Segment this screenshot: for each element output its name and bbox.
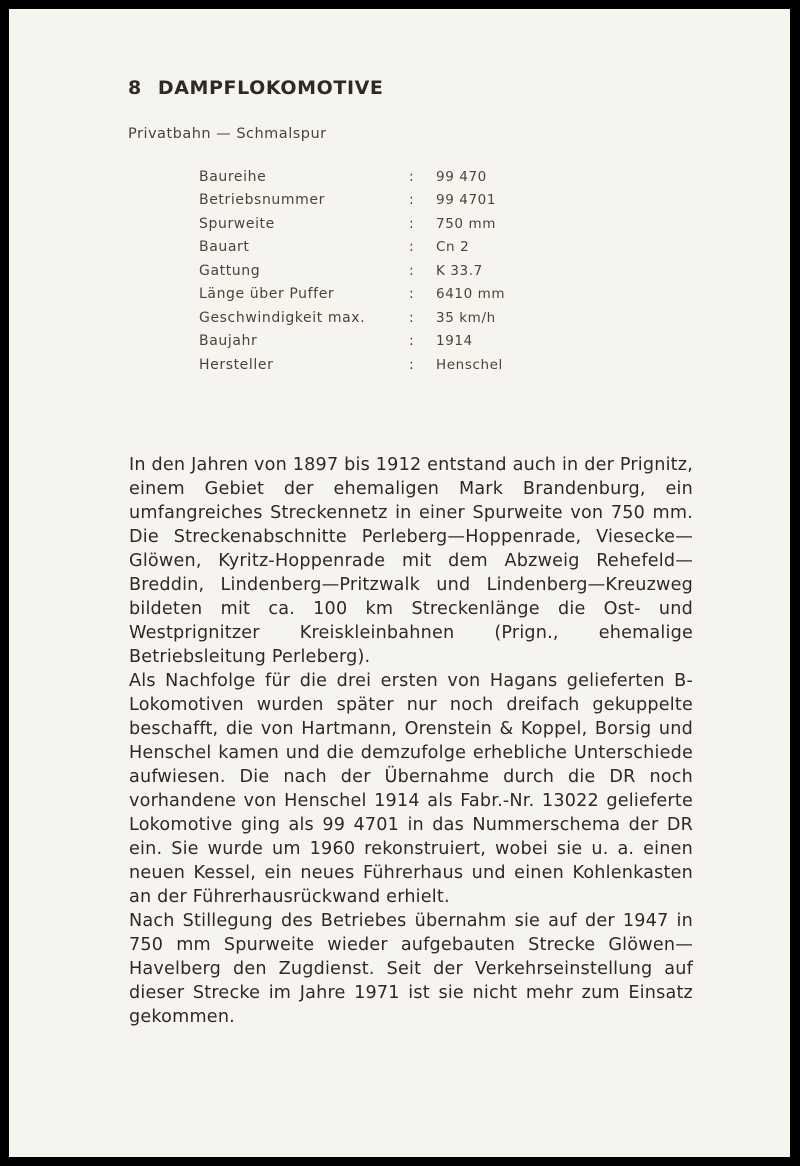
spec-label: Länge über Puffer [199, 286, 335, 303]
spec-row-baureihe [199, 165, 619, 189]
spec-value: 35 km/h [436, 309, 496, 326]
spec-colon: : [409, 333, 415, 350]
spec-row-geschwindigkeit [199, 306, 619, 330]
card-heading [128, 77, 384, 99]
paragraph: Als Nachfolge für die drei ersten von Hagans gelieferten B-Lokomotiven wurden später nur noch dreifach gekuppelte beschafft, die von Hartmann, Orenstein & Koppel, Borsig und Henschel kamen und die demzufolge erhebliche Unterschiede aufwiesen. Die nach der Übernahme durch die DR noch vorhandene von Henschel 1914 als Fabr.-Nr. 13022 gelieferte Lokomotive ging als 99 4701 in das Nummerschema der DR ein. Sie wurde um 1960 rekonstruiert, wobei sie u. a. einen neuen Kessel, ein neues Führerhaus und einen Kohlenkasten an der Führerhausrückwand erhielt. [129, 671, 693, 907]
spec-value: Henschel [436, 356, 503, 373]
spec-value: 99 4701 [436, 192, 497, 209]
spec-row-gattung [199, 259, 619, 283]
spec-colon: : [409, 262, 415, 279]
spec-row-spurweite [199, 212, 619, 236]
spec-value: 750 mm [436, 215, 496, 232]
card-subtitle: Privatbahn — Schmalspur [128, 126, 327, 142]
card-title: DAMPFLOKOMOTIVE [157, 77, 384, 99]
spec-label: Spurweite [199, 215, 275, 232]
spec-colon: : [409, 168, 415, 185]
paragraph: In den Jahren von 1897 bis 1912 entstand auch in der Prignitz, einem Gebiet der ehemaligen Mark Brandenburg, ein umfangreiches Streckennetz in einer Spurweite von 750 mm. Die Streckenabschnitte Perleberg—Hoppenrade, Viesecke—Glöwen, Kyritz-Hoppenrade mit dem Abzweig Rehefeld—Breddin, Lindenberg—Pritzwalk und Lindenberg—Kreuzweg bildeten mit ca. 100 km Streckenlänge die Ost- und Westprignitzer Kreiskleinbahnen (Prign., ehemalige Betriebsleitung Perleberg). [129, 455, 693, 667]
spec-label: Betriebsnummer [199, 192, 325, 209]
spec-label: Baureihe [199, 168, 267, 185]
spec-label: Geschwindigkeit max. [199, 309, 366, 326]
spec-label: Bauart [199, 239, 250, 256]
spec-value: 99 470 [436, 168, 487, 185]
spec-row-laenge [199, 283, 619, 307]
spec-row-hersteller [199, 353, 619, 377]
spec-label: Baujahr [199, 333, 258, 350]
spec-colon: : [409, 286, 415, 303]
spec-row-baujahr [199, 330, 619, 354]
spec-row-betriebsnummer [199, 189, 619, 213]
spec-colon: : [409, 239, 415, 256]
card-number: 8 [128, 77, 142, 99]
spec-value: Cn 2 [436, 239, 470, 256]
spec-value: K 33.7 [436, 262, 483, 279]
description-text [129, 453, 693, 1029]
spec-colon: : [409, 192, 415, 209]
info-card [9, 9, 790, 1157]
spec-colon: : [409, 356, 415, 373]
spec-label: Hersteller [199, 356, 274, 373]
spec-table [199, 165, 619, 377]
spec-row-bauart [199, 236, 619, 260]
spec-colon: : [409, 215, 415, 232]
spec-value: 1914 [436, 333, 473, 350]
spec-colon: : [409, 309, 415, 326]
spec-label: Gattung [199, 262, 261, 279]
spec-value: 6410 mm [436, 286, 506, 303]
paragraph: Nach Stillegung des Betriebes übernahm sie auf der 1947 in 750 mm Spurweite wieder aufgebauten Strecke Glöwen—Havelberg den Zugdienst. Seit der Verkehrseinstellung auf dieser Strecke im Jahre 1971 ist sie nicht mehr zum Einsatz gekommen. [129, 911, 693, 1027]
